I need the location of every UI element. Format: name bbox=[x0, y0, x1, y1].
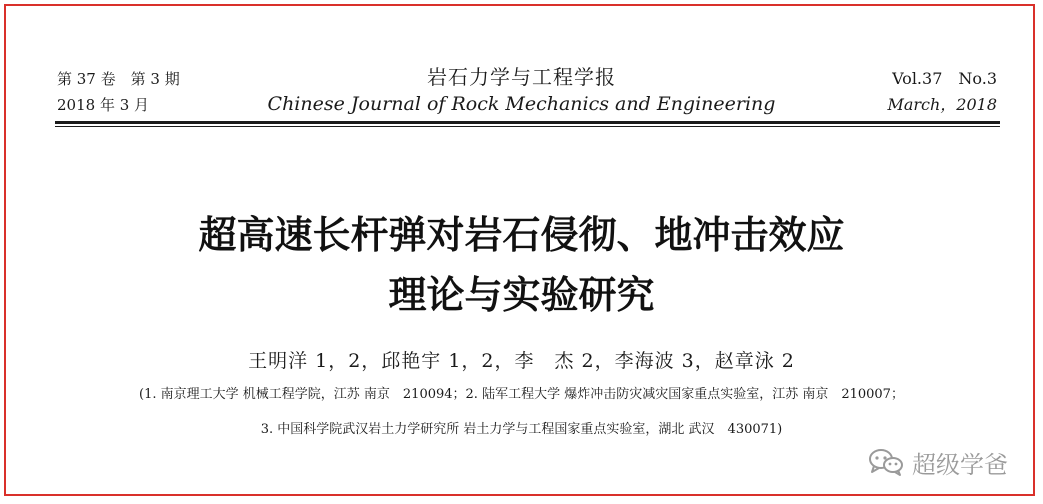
date-en: March，2018 bbox=[887, 95, 997, 114]
header-rule-thick bbox=[55, 121, 1000, 124]
author-list: 王明洋 1，2，邱艳宇 1，2，李 杰 2，李海波 3，赵章泳 2 bbox=[248, 350, 795, 372]
wechat-icon bbox=[868, 447, 904, 477]
paper-title-line-2: 理论与实验研究 bbox=[388, 273, 655, 317]
date-cn: 2018 年 3 月 bbox=[57, 96, 150, 114]
volume-issue-cn: 第 37 卷 第 3 期 bbox=[57, 70, 180, 88]
watermark bbox=[868, 446, 1008, 478]
paper-title-line-1: 超高速长杆弹对岩石侵彻、地冲击效应 bbox=[198, 213, 845, 257]
affiliation-line-2: 3. 中国科学院武汉岩土力学研究所 岩土力学与工程国家重点实验室，湖北 武汉 430071) bbox=[260, 422, 783, 437]
journal-title-en: Chinese Journal of Rock Mechanics and Engineering bbox=[267, 93, 776, 115]
header-rule-thin bbox=[55, 126, 1000, 127]
volume-issue-en: Vol.37 No.3 bbox=[892, 69, 997, 88]
header-right bbox=[887, 66, 997, 118]
journal-title-cn: 岩石力学与工程学报 bbox=[427, 65, 616, 89]
watermark-text: 超级学爸 bbox=[912, 450, 1008, 479]
affiliation-line-1: (1. 南京理工大学 机械工程学院，江苏 南京 210094；2. 陆军工程大学 爆炸冲击防灾减灾国家重点实验室，江苏 南京 210007； bbox=[139, 387, 904, 402]
